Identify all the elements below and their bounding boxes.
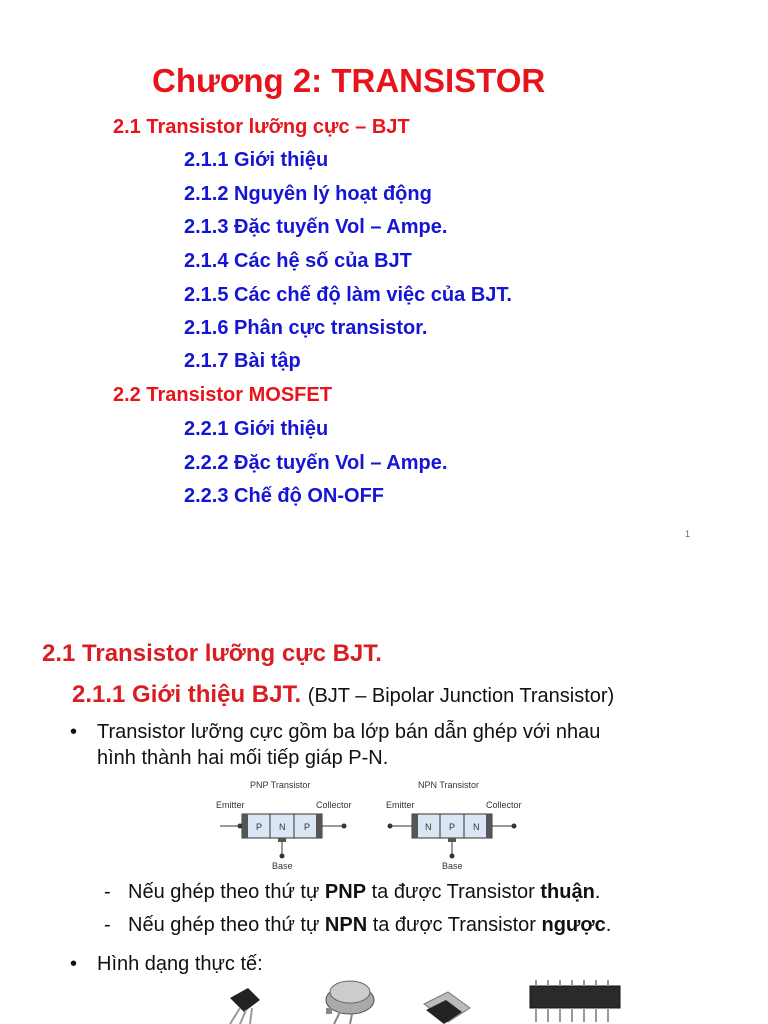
dash2-post: . [605,914,612,936]
dash1-type: thuận [540,881,595,903]
npn-collector-label: Collector [486,800,522,810]
page-number: 1 [685,529,691,539]
dash1-post: . [594,881,601,903]
dash1-mid: ta được Transistor [366,881,541,903]
item-2-2-1: 2.2.1 Giới thiệu [184,418,329,440]
item-2-1-3: 2.1.3 Đặc tuyến Vol – Ampe. [184,216,448,238]
dash1-pre: Nếu ghép theo thứ tự [128,881,325,903]
subheading-text: 2.1.1 Giới thiệu BJT. [72,681,302,708]
pnp-collector-label: Collector [316,800,352,810]
npn-diagram [386,780,522,871]
subheading [72,681,614,709]
pnp-diagram [216,780,352,871]
transistor-diagrams [210,776,530,874]
item-2-2-2: 2.2.2 Đặc tuyến Vol – Ampe. [184,452,448,474]
dash2-pre: Nếu ghép theo thứ tự [128,914,325,936]
item-2-2-3: 2.2.3 Chế độ ON-OFF [184,485,385,507]
slide2-title: 2.1 Transistor lưỡng cực BJT. [42,640,382,667]
npn-title: NPN Transistor [418,780,480,790]
pnp-emitter-label: Emitter [216,800,245,810]
item-2-1-5: 2.1.5 Các chế độ làm việc của BJT. [184,284,512,306]
npn-base-label: Base [442,861,463,871]
to92-package-image [230,988,260,1024]
item-2-1-7: 2.1.7 Bài tập [184,350,301,372]
section-2-1: 2.1 Transistor lưỡng cực – BJT [113,116,410,138]
npn-layer-3: N [473,822,480,832]
npn-layer-1: N [425,822,432,832]
dash2-type: ngược [541,914,606,936]
dash-1-marker: - [104,881,111,903]
item-2-1-6: 2.1.6 Phân cực transistor. [184,317,428,339]
item-2-1-2: 2.1.2 Nguyên lý hoạt động [184,183,432,205]
item-2-1-1: 2.1.1 Giới thiệu [184,149,329,171]
subheading-note: (BJT – Bipolar Junction Transistor) [307,685,615,707]
bullet-dot-1: • [70,721,78,743]
transistor-photos [200,978,640,1024]
dip-ic-package-image [530,980,620,1022]
metal-can-package-image [326,981,374,1024]
bullet1-line2: hình thành hai mối tiếp giáp P-N. [97,747,389,769]
dash-2-marker: - [104,914,111,936]
bullet2: Hình dạng thực tế: [97,953,263,975]
npn-layer-2: P [449,822,456,832]
chapter-title: Chương 2: TRANSISTOR [152,62,546,99]
dash2-mid: ta được Transistor [367,914,542,936]
pnp-layer-2: N [279,822,286,832]
dash-2 [128,914,611,937]
dash2-order: NPN [324,914,368,936]
bullet-dot-2: • [70,953,78,975]
section-2-2: 2.2 Transistor MOSFET [113,384,332,406]
pnp-layer-3: P [304,822,311,832]
npn-emitter-label: Emitter [386,800,415,810]
pnp-layer-1: P [256,822,263,832]
to220-package-image [424,992,470,1024]
bullet1-line1: Transistor lưỡng cực gồm ba lớp bán dẫn ghép với nhau [97,721,601,743]
pnp-title: PNP Transistor [250,780,311,790]
item-2-1-4: 2.1.4 Các hệ số của BJT [184,250,412,272]
dash-1 [128,881,600,904]
pnp-base-label: Base [272,861,293,871]
dash1-order: PNP [324,881,367,903]
